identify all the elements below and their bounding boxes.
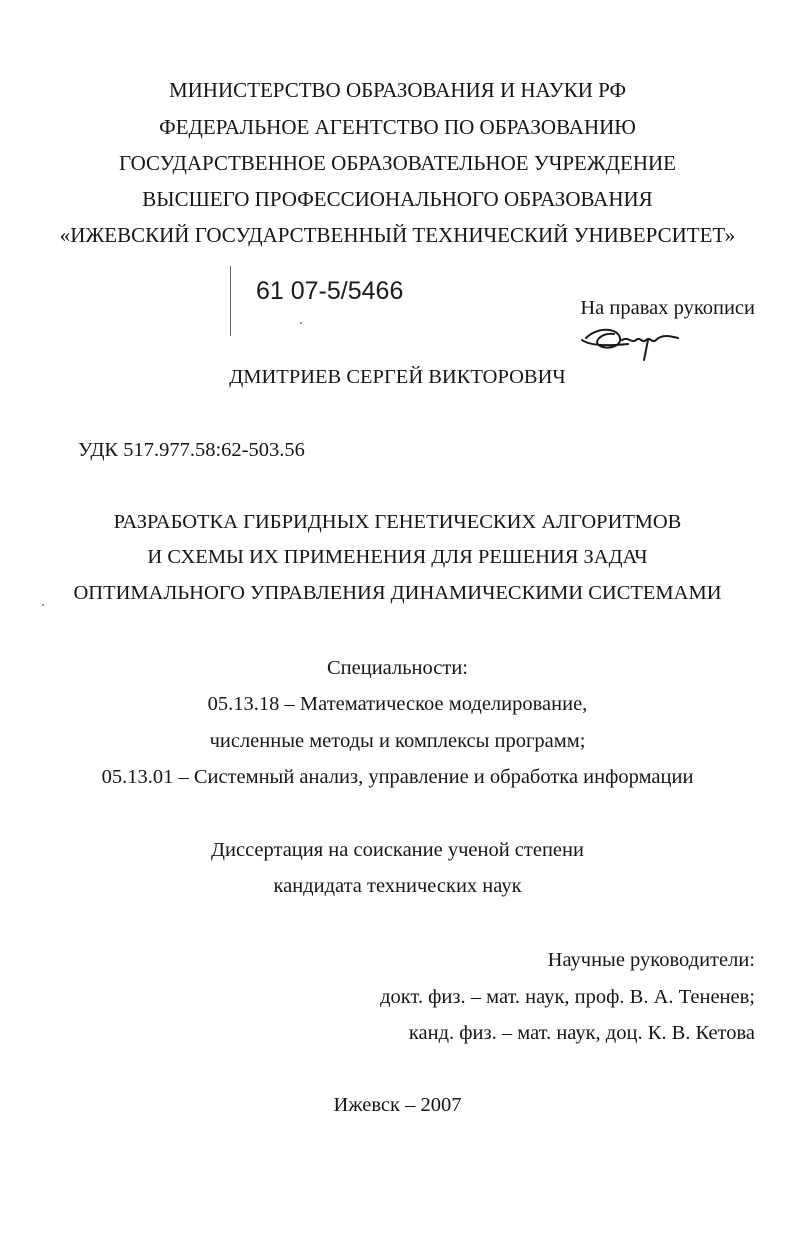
author-signature <box>578 316 688 366</box>
title-line-1: РАЗРАБОТКА ГИБРИДНЫХ ГЕНЕТИЧЕСКИХ АЛГОРИТМОВ <box>113 511 682 533</box>
registration-stamp: 61 07-5/5466 <box>256 277 404 305</box>
header-university-name: «ИЖЕВСКИЙ ГОСУДАРСТВЕННЫЙ ТЕХНИЧЕСКИЙ УНИВЕРСИТЕТ» <box>59 223 736 247</box>
degree-line-2: кандидата технических наук <box>273 875 522 897</box>
header-ministry: МИНИСТЕРСТВО ОБРАЗОВАНИЯ И НАУКИ РФ <box>168 78 627 102</box>
supervisor-line-1: докт. физ. – мат. наук, проф. В. А. Тененев; <box>380 986 755 1008</box>
header-institution-type: ГОСУДАРСТВЕННОЕ ОБРАЗОВАТЕЛЬНОЕ УЧРЕЖДЕНИЕ <box>119 151 676 175</box>
udk-code: УДК 517.977.58:62-503.56 <box>78 439 305 461</box>
manuscript-rights-label: На правах рукописи <box>580 297 755 319</box>
title-line-3: ОПТИМАЛЬНОГО УПРАВЛЕНИЯ ДИНАМИЧЕСКИМИ СИСТЕМАМИ <box>73 582 722 604</box>
author-name: ДМИТРИЕВ СЕРГЕЙ ВИКТОРОВИЧ <box>229 366 566 388</box>
specialty-line-1: 05.13.18 – Математическое моделирование, <box>207 693 588 715</box>
title-line-2: И СХЕМЫ ИХ ПРИМЕНЕНИЯ ДЛЯ РЕШЕНИЯ ЗАДАЧ <box>147 546 648 568</box>
header-agency: ФЕДЕРАЛЬНОЕ АГЕНТСТВО ПО ОБРАЗОВАНИЮ <box>159 115 636 139</box>
degree-line-1: Диссертация на соискание ученой степени <box>211 839 584 861</box>
supervisor-line-2: канд. физ. – мат. наук, доц. К. В. Кетова <box>408 1022 755 1044</box>
supervisors-heading: Научные руководители: <box>547 949 755 971</box>
specialties-heading: Специальности: <box>327 657 468 679</box>
scan-speck <box>42 604 44 606</box>
specialty-line-3: 05.13.01 – Системный анализ, управление и обработка информации <box>101 766 694 788</box>
place-and-year: Ижевск – 2007 <box>333 1094 462 1116</box>
header-institution-level: ВЫСШЕГО ПРОФЕССИОНАЛЬНОГО ОБРАЗОВАНИЯ <box>142 187 653 211</box>
stamp-bar <box>230 266 231 336</box>
scan-speck <box>300 322 302 324</box>
specialty-line-2: численные методы и комплексы программ; <box>209 730 586 752</box>
